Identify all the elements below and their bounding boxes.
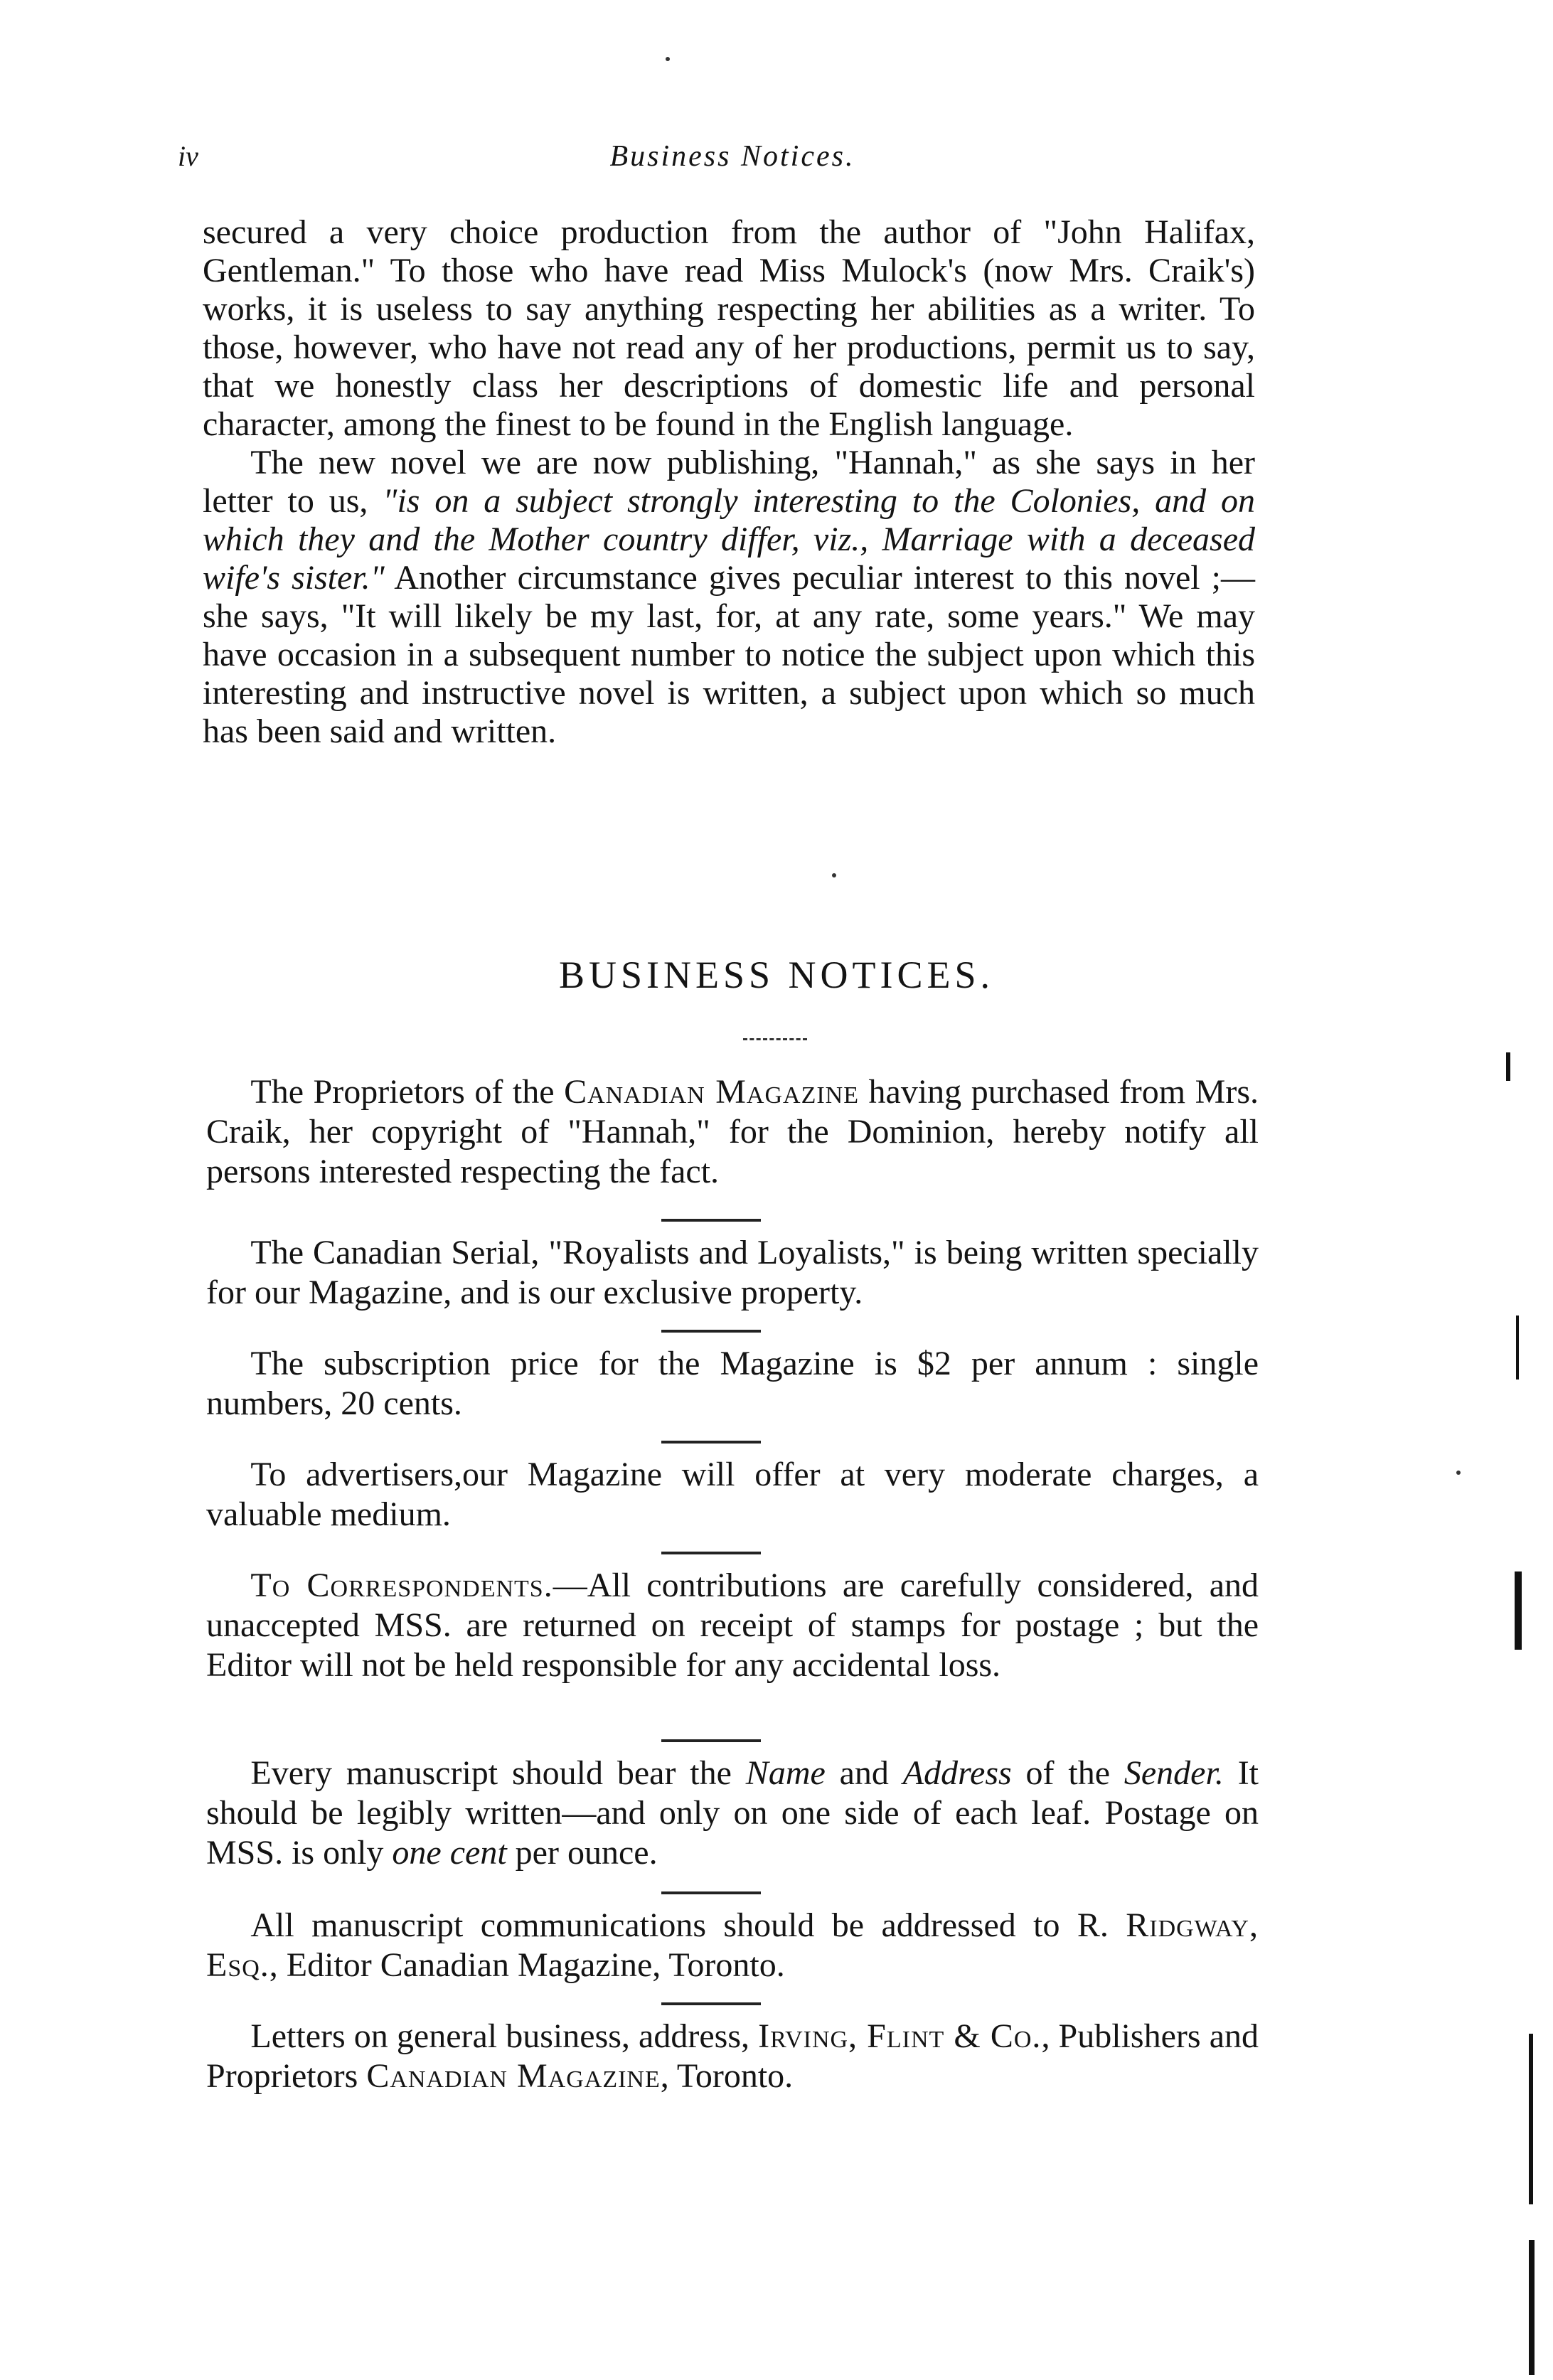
title-ornament-rule (743, 1038, 807, 1040)
notice-publishers (206, 2017, 1259, 2096)
scan-mark (1506, 1052, 1510, 1081)
italic-address: Address (902, 1754, 1012, 1792)
italic-one-cent: one cent (392, 1834, 507, 1872)
publisher-name: Irving, Flint & Co. (758, 2017, 1042, 2055)
notice-rule (661, 1219, 761, 1222)
notice-serial: The Canadian Serial, "Royalists and Loyalists," is being written specially for our Magazine, and is our exclusive property. (206, 1234, 1259, 1311)
notice-correspondents (206, 1566, 1259, 1685)
notice-manuscripts-text-c: of the (1011, 1754, 1124, 1792)
article-paragraph-2-text-a: The new novel we are now publishing, "Hannah," as she says in her letter to us, (203, 444, 1255, 520)
scan-mark (1529, 2034, 1533, 2204)
ink-dot (1456, 1471, 1461, 1475)
magazine-name: Canadian Magazine (564, 1073, 860, 1111)
notice-publishers-text-b: , Publishers and Proprietors (206, 2017, 1259, 2095)
section-title: BUSINESS NOTICES. (558, 954, 995, 996)
notice-address-text-b: , Editor Canadian Magazine, Toronto. (269, 1946, 785, 1984)
notice-correspondents-text: —All contributions are carefully considered, and unaccepted MSS. are returned on receipt of stamps for postage ; but the Editor will not be held responsible for any accidental loss. (206, 1567, 1259, 1684)
running-head (178, 139, 1287, 189)
article-paragraph-2-text-b: Another circumstance gives peculiar interest to this novel ;—she says, "It will likely be my last, for, at any rate, some years." We may have occasion in a subsequent number to notice the subject upon which this interesting and instructive novel is written, a subject upon which so much has been said and written. (203, 559, 1255, 750)
notice-rule (661, 1330, 761, 1333)
continued-article (203, 213, 1255, 751)
notice-copyright (206, 1072, 1259, 1192)
scan-mark (1515, 1571, 1522, 1650)
notice-rule (661, 1891, 761, 1894)
notice-copyright-text-a: The Proprietors of the (250, 1073, 565, 1111)
article-paragraph-2 (203, 444, 1255, 751)
notice-manuscripts-text-a: Every manuscript should bear the (250, 1754, 746, 1792)
article-paragraph-2-quote: "is on a subject strongly interesting to the Colonies, and on which they and the Mother country differ, viz., Marriage with a deceased wife's sister." (203, 482, 1255, 597)
notice-subscription: The subscription price for the Magazine is $2 per annum : single numbers, 20 cents. (206, 1345, 1259, 1422)
editor-name: Ridgway, Esq. (206, 1906, 1259, 1984)
scan-mark (1516, 1316, 1519, 1380)
notice-manuscripts-text-d: It should be legibly written—and only on one side of each leaf. Postage on MSS. is only (206, 1754, 1259, 1872)
notice-manuscripts-text-b: and (825, 1754, 903, 1792)
scan-mark (1529, 2240, 1535, 2375)
notice-copyright-text-b: having purchased from Mrs. Craik, her copyright of "Hannah," for the Dominion, hereby notify all persons interested respecting the fact. (206, 1073, 1259, 1190)
notice-publishers-text-c: , Toronto. (660, 2057, 794, 2095)
magazine-name: Canadian Magazine (366, 2057, 661, 2095)
italic-sender: Sender. (1124, 1754, 1224, 1792)
notice-publishers-text-a: Letters on general business, address, (250, 2017, 759, 2055)
notice-address-text-a: All manuscript communications should be addressed to R. (250, 1906, 1126, 1944)
notice-rule (661, 1552, 761, 1554)
running-title: Business Notices. (609, 140, 855, 173)
notice-manuscripts-text-e: per ounce. (506, 1834, 658, 1872)
notice-rule (661, 1441, 761, 1444)
page-number: iv (178, 140, 198, 172)
ink-dot (832, 873, 836, 877)
article-paragraph-1: secured a very choice production from the author of "John Halifax, Gentleman." To those who have read Miss Mulock's (now Mrs. Craik's) works, it is useless to say anything respecting her abilities as a writer. To those, however, who have not read any of her productions, permit us to say, that we honestly class her descriptions of domestic life and personal character, among the finest to be found in the English language. (203, 213, 1255, 443)
notice-address (206, 1906, 1259, 1985)
notice-rule (661, 1739, 761, 1742)
notice-advertisers: To advertisers,our Magazine will offer at very moderate charges, a valuable medium. (206, 1456, 1259, 1533)
italic-name: Name (745, 1754, 826, 1792)
correspondents-heading: To Correspondents. (250, 1567, 553, 1604)
notice-manuscripts (206, 1754, 1259, 1873)
notice-rule (661, 2002, 761, 2005)
ink-dot (666, 57, 670, 61)
